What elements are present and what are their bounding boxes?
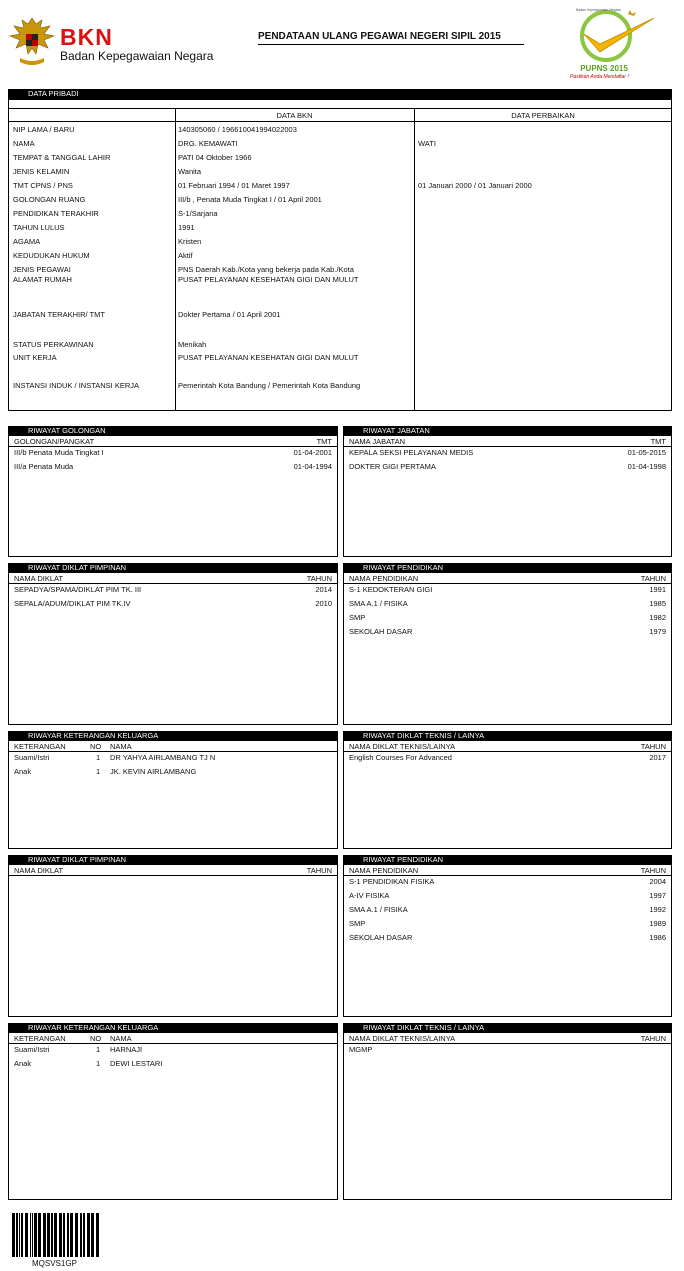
table-cell: A-IV FISIKA (349, 891, 390, 900)
table-cell: 01-04-1998 (627, 462, 666, 471)
table-cell-no: 1 (96, 753, 101, 762)
dp-bkn: PATI 04 Oktober 1966 (178, 153, 252, 162)
dp-bkn: Aktif (178, 251, 193, 260)
col-header: TMT (316, 437, 332, 446)
dp-bkn: Kristen (178, 237, 202, 246)
dp-bkn: Pemerintah Kota Bandung / Pemerintah Kota Bandung (178, 381, 361, 390)
dp-label: KEDUDUKAN HUKUM (13, 251, 90, 260)
dp-label: JENIS PEGAWAI (13, 265, 71, 274)
data-pribadi-table (8, 99, 672, 411)
header-divider (8, 583, 338, 584)
section-header: DATA PRIBADI (8, 89, 672, 99)
dp-bkn: S-1/Sarjana (178, 209, 218, 218)
dp-label: PENDIDIKAN TERAKHIR (13, 209, 99, 218)
table-cell: 2017 (649, 753, 666, 762)
barcode-bar (54, 1213, 57, 1257)
pupns-logo-text: PUPNS 2015 (580, 64, 628, 73)
table-cell: SEPADYA/SPAMA/DIKLAT PIM TK. III (14, 585, 142, 594)
section-header: RIWAYAT PENDIDIKAN (343, 855, 672, 865)
barcode-bar (91, 1213, 94, 1257)
barcode-code: MQSVS1GP (32, 1259, 77, 1268)
header-divider (343, 751, 672, 752)
col-header-bkn: DATA BKN (276, 111, 313, 120)
dp-bkn: Menikah (178, 340, 207, 349)
col-header: KETERANGAN (14, 742, 66, 751)
dp-bkn: DRG. KEMAWATI (178, 139, 238, 148)
pupns-tagline: Pastikan Anda Mendaftar ! (570, 74, 629, 80)
section-header: RIWAYAT DIKLAT TEKNIS / LAINYA (343, 1023, 672, 1033)
dp-label: JABATAN TERAKHIR/ TMT (13, 310, 105, 319)
row-divider (8, 108, 672, 109)
section-header: RIWAYAR KETERANGAN KELUARGA (8, 1023, 338, 1033)
dp-label: JENIS KELAMIN (13, 167, 70, 176)
col-header: TMT (650, 437, 666, 446)
col-header: KETERANGAN (14, 1034, 66, 1043)
table-cell: Suami/Istri (14, 1045, 50, 1054)
dp-bkn: PUSAT PELAYANAN KESEHATAN GIGI DAN MULUT (178, 353, 359, 362)
row-divider (8, 121, 672, 122)
barcode-bar (87, 1213, 90, 1257)
table-cell: DOKTER GIGI PERTAMA (349, 462, 436, 471)
col-header: NAMA (110, 742, 132, 751)
dp-label: NIP LAMA / BARU (13, 125, 75, 134)
column-divider (175, 108, 176, 411)
col-header: NAMA DIKLAT TEKNIS/LAINYA (349, 742, 456, 751)
page-title: PENDATAAN ULANG PEGAWAI NEGERI SIPIL 2015 (258, 31, 501, 42)
barcode-bar (32, 1213, 33, 1257)
section-header: RIWAYAT DIKLAT TEKNIS / LAINYA (343, 731, 672, 741)
barcode-icon (12, 1213, 102, 1259)
table-cell: 1986 (649, 933, 666, 942)
org-name: Badan Kepegawaian Negara (60, 49, 214, 63)
barcode-bar (70, 1213, 73, 1257)
header-divider (8, 446, 338, 447)
header-divider (343, 1043, 672, 1044)
barcode-bar (47, 1213, 50, 1257)
pupns-logo (570, 8, 666, 82)
table-cell: S-1 KEDOKTERAN GIGI (349, 585, 433, 594)
barcode-bar (43, 1213, 46, 1257)
table-cell: 1997 (649, 891, 666, 900)
header-divider (8, 1043, 338, 1044)
table-cell: III/a Penata Muda (14, 462, 74, 471)
table-cell: SMA A.1 / FISIKA (349, 599, 408, 608)
dp-bkn: 140305060 / 196610041994022003 (178, 125, 297, 134)
bkn-logo-text: BKN (60, 24, 113, 50)
table-cell: SEKOLAH DASAR (349, 933, 413, 942)
table-cell: 01-04-1994 (293, 462, 332, 471)
table-cell: 2004 (649, 877, 666, 886)
dp-label: NAMA (13, 139, 35, 148)
table-cell: DR YAHYA AIRLAMBANG TJ N (110, 753, 216, 762)
header-divider (343, 446, 672, 447)
barcode-bar (25, 1213, 28, 1257)
col-header: NAMA (110, 1034, 132, 1043)
col-header-perbaikan: DATA PERBAIKAN (511, 111, 575, 120)
dp-label: TAHUN LULUS (13, 223, 65, 232)
column-divider (414, 108, 415, 411)
header-divider (8, 875, 338, 876)
table-cell: Anak (14, 767, 32, 776)
section-header: RIWAYAR KETERANGAN KELUARGA (8, 731, 338, 741)
riwayat-diklat-pimpinan-box (8, 855, 338, 1017)
garuda-emblem-icon (8, 14, 56, 68)
barcode-bar (80, 1213, 82, 1257)
col-header-no: NO (90, 1034, 102, 1043)
section-header: RIWAYAT JABATAN (343, 426, 672, 436)
barcode-bar (30, 1213, 31, 1257)
table-cell: 1979 (649, 627, 666, 636)
table-cell: DEWI LESTARI (110, 1059, 163, 1068)
barcode-bar (96, 1213, 99, 1257)
riwayat-keluarga-box (8, 1023, 338, 1200)
dp-bkn: PUSAT PELAYANAN KESEHATAN GIGI DAN MULUT (178, 275, 359, 284)
dp-label: INSTANSI INDUK / INSTANSI KERJA (13, 381, 139, 390)
dp-bkn: 1991 (178, 223, 195, 232)
table-cell: SMP (349, 613, 366, 622)
col-header: GOLONGAN/PANGKAT (14, 437, 95, 446)
table-cell: SEPALA/ADUM/DIKLAT PIM TK.IV (14, 599, 131, 608)
table-cell-no: 1 (96, 1045, 101, 1054)
col-header: TAHUN (306, 866, 332, 875)
table-cell: Anak (14, 1059, 32, 1068)
col-header: TAHUN (306, 574, 332, 583)
dp-label: TEMPAT & TANGGAL LAHIR (13, 153, 111, 162)
barcode-bar (38, 1213, 41, 1257)
col-header: NAMA PENDIDIKAN (349, 866, 419, 875)
table-cell: III/b Penata Muda Tingkat I (14, 448, 104, 457)
barcode-bar (21, 1213, 23, 1257)
header-divider (343, 875, 672, 876)
table-cell: SEKOLAH DASAR (349, 627, 413, 636)
barcode-bar (75, 1213, 78, 1257)
section-header: RIWAYAT GOLONGAN (8, 426, 338, 436)
dp-bkn: 01 Februari 1994 / 01 Maret 1997 (178, 181, 290, 190)
pupns-arc-text: Badan Kepegawaian Negara (576, 8, 621, 12)
riwayat-diklat-teknis-box (343, 1023, 672, 1200)
col-header: NAMA JABATAN (349, 437, 405, 446)
table-cell: English Courses For Advanced (349, 753, 452, 762)
section-header: RIWAYAT DIKLAT PIMPINAN (8, 855, 338, 865)
table-cell: 2010 (315, 599, 332, 608)
table-cell: 1991 (649, 585, 666, 594)
barcode-bar (12, 1213, 15, 1257)
dp-label: STATUS PERKAWINAN (13, 340, 94, 349)
table-cell: Suami/Istri (14, 753, 50, 762)
col-header: TAHUN (640, 574, 666, 583)
table-cell: 1992 (649, 905, 666, 914)
dp-bkn: Wanita (178, 167, 202, 176)
table-cell: SMP (349, 919, 366, 928)
dp-label: AGAMA (13, 237, 41, 246)
col-header: TAHUN (640, 1034, 666, 1043)
table-cell: 1982 (649, 613, 666, 622)
table-cell-no: 1 (96, 1059, 101, 1068)
col-header: NAMA DIKLAT (14, 574, 64, 583)
section-header: RIWAYAT PENDIDIKAN (343, 563, 672, 573)
pupns-emblem-icon (570, 8, 666, 64)
col-header: TAHUN (640, 742, 666, 751)
dp-fix: 01 Januari 2000 / 01 Januari 2000 (418, 181, 532, 190)
table-cell: JK. KEVIN AIRLAMBANG (110, 767, 197, 776)
table-cell: KEPALA SEKSI PELAYANAN MEDIS (349, 448, 474, 457)
col-header: TAHUN (640, 866, 666, 875)
col-header: NAMA DIKLAT (14, 866, 64, 875)
dp-label: ALAMAT RUMAH (13, 275, 72, 284)
col-header-no: NO (90, 742, 102, 751)
table-cell-no: 1 (96, 767, 101, 776)
barcode-bar (34, 1213, 37, 1257)
table-cell: S-1 PENDIDIKAN FISIKA (349, 877, 435, 886)
table-cell: 2014 (315, 585, 332, 594)
table-cell: SMA A.1 / FISIKA (349, 905, 408, 914)
col-header: NAMA DIKLAT TEKNIS/LAINYA (349, 1034, 456, 1043)
title-underline (258, 44, 524, 45)
dp-label: GOLONGAN RUANG (13, 195, 86, 204)
col-header: NAMA PENDIDIKAN (349, 574, 419, 583)
barcode-bar (19, 1213, 20, 1257)
dp-label: UNIT KERJA (13, 353, 57, 362)
table-cell: 1985 (649, 599, 666, 608)
dp-bkn: Dokter Pertama / 01 April 2001 (178, 310, 281, 319)
table-cell: MGMP (349, 1045, 373, 1054)
dp-bkn: PNS Daerah Kab./Kota yang bekerja pada Kab./Kota (178, 265, 354, 274)
dp-fix: WATI (418, 139, 436, 148)
table-cell: 1989 (649, 919, 666, 928)
table-cell: 01-05-2015 (627, 448, 666, 457)
dp-bkn: III/b , Penata Muda Tingkat I / 01 April 2001 (178, 195, 322, 204)
dp-label: TMT CPNS / PNS (13, 181, 73, 190)
barcode-bar (16, 1213, 18, 1257)
barcode-bar (63, 1213, 65, 1257)
barcode-bar (59, 1213, 62, 1257)
header-divider (343, 583, 672, 584)
table-cell: 01-04-2001 (293, 448, 332, 457)
barcode-bar (67, 1213, 69, 1257)
table-cell: HARNAJI (110, 1045, 143, 1054)
header-divider (8, 751, 338, 752)
barcode-bar (83, 1213, 85, 1257)
barcode-bar (51, 1213, 53, 1257)
section-header: RIWAYAT DIKLAT PIMPINAN (8, 563, 338, 573)
